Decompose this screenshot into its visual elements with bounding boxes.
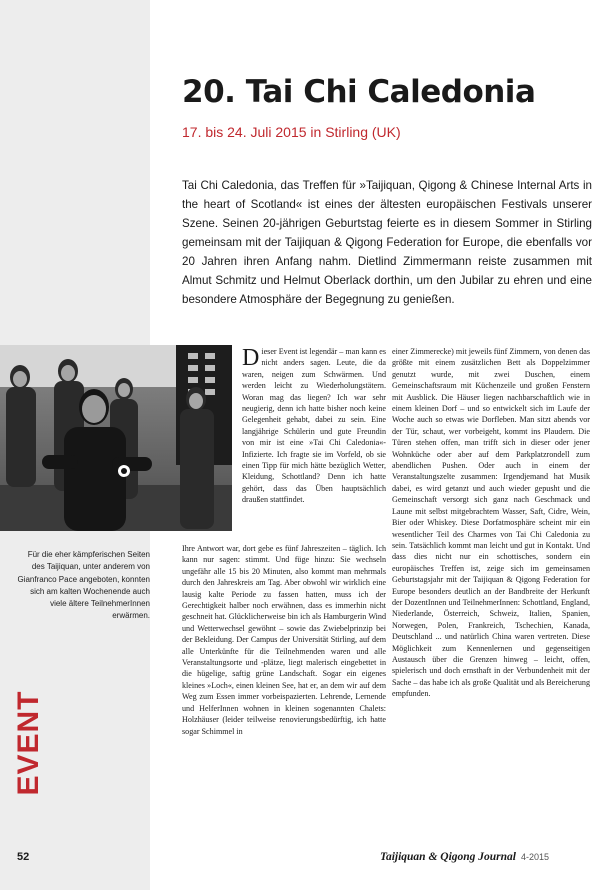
body-column-1-bottom: Ihre Antwort war, dort gebe es fünf Jahreszeiten – täglich. Ich kann nur sagen: stimmt. Und füge hinzu: Sie wechseln ungefähr alle 15 bis 20 Minuten, also kommt man mehrmals durch den Jahreskreis am Tag. Aber obwohl wir wirklich eine lausig kalte Periode zu fassen hatten, muss ich der Gerechtigkeit halber noch erwähnen, dass es immerhin nicht geschneit hat. Glücklicherweise bin ich als Hamburgerin Wind und Wetterwechsel gewöhnt – sowie das Zwiebelprinzip bei der Bekleidung. Der Campus der Universität Stirling, auf dem alle Unterkünfte für die Teilnehmenden waren und alle Veranstaltungsorte und -plätze, liegt malerisch eingebettet in die hügelige, saftig grüne Landschaft. Sogar ein eigenes kleines »Loch«, einen kleinen See, hat er, an dem wir auf dem Weg zum Essen immer vorbeispazierten. Lehrende, Lernende und HelferInnen wohnen in kleinen sogenannten Chalets: Holzhäuser (leider teilweise renovierungsbedürftig, ich hatte sogar Schimmel in [182,544,386,736]
section-tag: EVENT [12,690,45,796]
article-title: 20. Tai Chi Caledonia [182,74,536,110]
event-photo [0,345,232,531]
event-photo-illustration [0,345,232,531]
issue-number: 4-2015 [521,852,550,862]
body-column-2: einer Zimmerecke) mit jeweils fünf Zimmern, von denen das größte mit einem zusätzlichen Bett als Doppelzimmer genutzt wurde, mit zwei Duschen, einem Gemeinschaftsraum mit Küchenzeile und großen Fenstern mit Ausblick. Die Häuser liegen nachbarschaftlich wie in einem kleinen Dorf – und so entwickelt sich im Laufe der Woche auch so etwas wie Dorfleben. Man sitzt abends vor der Tür, schaut, wer vorbeigeht, kommt ins Plaudern. Die Türen stehen offen, man trifft sich in dieser oder jener Wohnküche oder aber auf dem Parkplatzrondell zum abendlichen Pushen. Oder auch in einem der Veranstaltungszelte zusammen: Irgendjemand hat Musik dabei, es wird getanzt und auch wieder gepusht und die Gemeinschaft versorgt sich ganz nach Geschmack und Laune mit selbst mitgebrachtem Wasser, Saft, Cidre, Wein, Bier oder Whiskey. Diese Dorfatmosphäre scheint mir ein wesentlicher Teil des Charmes von Tai Chi Caledonia zu sein. Tatsächlich kommt man leicht und gut in Kontakt. Und dass dies nicht nur ein schottisches, sondern ein europäisches Treffen ist, zeige sich im gemeinsamen Geburtstagsjahr mit der Taijiquan & Qigong Federation for Europe besonders deutlich an der Bandbreite der Herkunft der DozentInnen und TeilnehmerInnen: Schottland, England, Niederlande, Österreich, Schweiz, Italien, Spanien, Norwegen, Polen, Frankreich, Tschechien, Kanada, Deutschland ... und natürlich China waren vertreten. Diese Möglichkeit zum Kennenlernen und gegenseitigen Austausch über die Grenzen hinweg – leicht, offen, spielerisch und doch ernsthaft in der Verbundenheit mit der Sache – das habe ich als große Qualität und als Bereicherung empfunden. [392,347,590,699]
page-number: 52 [17,851,30,863]
journal-name: Taijiquan & Qigong Journal [379,851,516,863]
photo-caption: Für die eher kämpferischen Seiten des Taijiquan, unter anderem von Gianfranco Pace angeboten, konnten sich am kalten Wochenende auch viele ältere TeilnehmerInnen erwärmen. [17,550,150,621]
body-text-1-top: ieser Event ist legendär – man kann es nicht anders sagen. Leute, die da waren, neigen zum Schwärmen. Und werden leicht zu Wiederholungstätern. Woran mag das liegen? Ich war sehr neugierig, denn ich hatte bisher noch keine Gelegenheit gehabt, dabei zu sein. Eine langjährige Schülerin und gute Freundin von mir ist eine »Tai Chi Caledonia«-Infizierte. Ich fragte sie im Vorfeld, ob sie einen Tipp für mich hätte bezüglich Wetter, Kleidung, Schottland? Denn ich hatte gehört, dass das Üben hauptsächlich draußen stattfindet. [242,347,386,505]
article-lead: Tai Chi Caledonia, das Treffen für »Taijiquan, Qigong & Chinese Internal Arts in the heart of Scotland« ist eines der ältesten europäischen Festivals unserer Szene. Seinen 20-jährigen Geburtstag feierte es in diesem Sommer in Stirling gemeinsam mit der Taijiquan & Qigong Federation for Europe, die ebenfalls vor 20 Jahren ihren Anfang nahm. Dietlind Zimmermann reiste zusammen mit Almut Schmitz und Helmut Oberlack dorthin, um den Jubilar zu ehren und eine besondere Atmosphäre der Begegnung zu genießen. [182,179,592,306]
article-subtitle: 17. bis 24. Juli 2015 in Stirling (UK) [182,124,401,140]
body-column-1-top [242,346,386,506]
drop-cap: D [242,346,260,371]
